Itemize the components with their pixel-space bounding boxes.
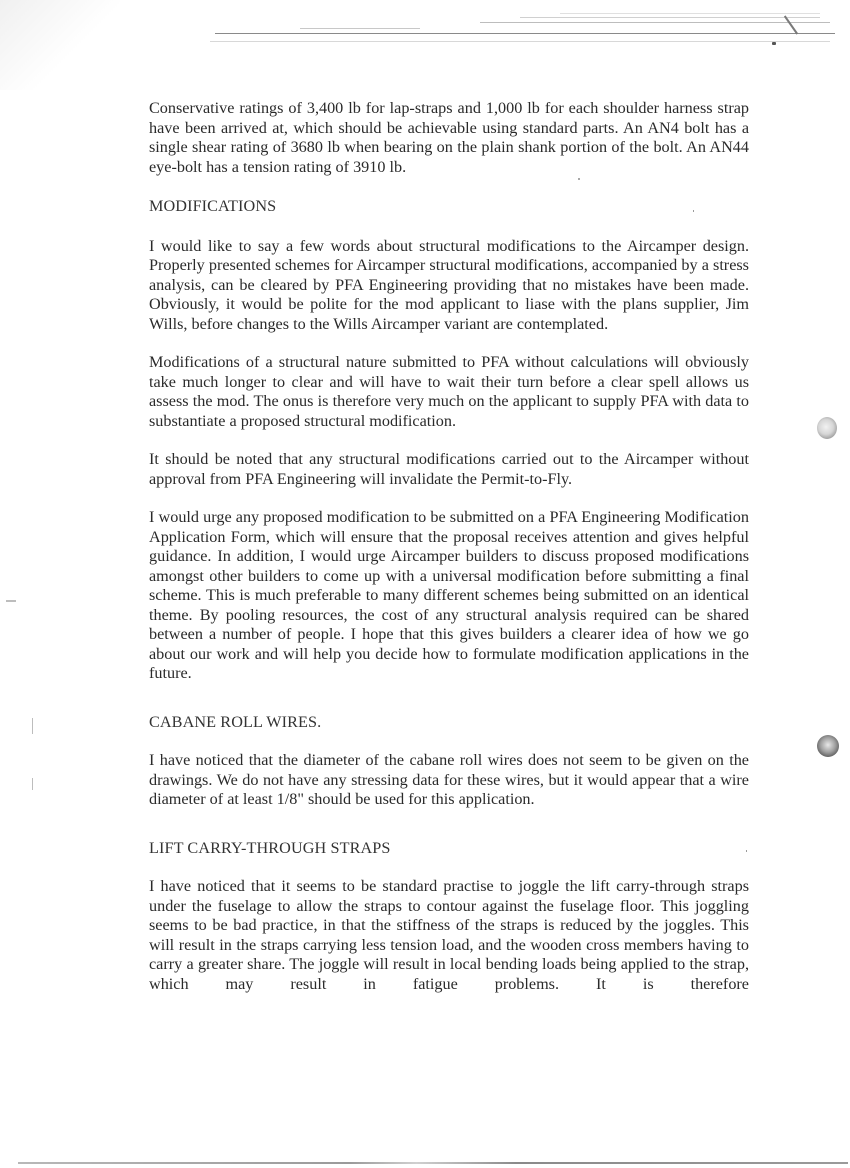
punch-hole-lower [817,735,839,757]
paragraph-modifications-calculations: Modifications of a structural nature submitted to PFA without calculations will obviously take much longer to clear and will have to wait their turn before a clear spell allows us assess the mod. The onus is therefore very much on the applicant to supply PFA with data to substantiate a proposed structural modification. [149,353,749,430]
paragraph-ratings: Conservative ratings of 3,400 lb for lap-straps and 1,000 lb for each shoulder harness strap have been arrived at, which should be achievable using standard parts. An AN4 bolt has a single shear rating of 3680 lb when bearing on the plain shank portion of the bolt. An AN44 eye-bolt has a tension rating of 3910 lb. [149,99,749,176]
paragraph-lift-carry-through-straps: I have noticed that it seems to be standard practise to joggle the lift carry-through straps under the fuselage to allow the straps to contour against the fuselage floor. This joggling seems to be bad practice, in that the stiffness of the straps is reduced by the joggles. This will result in the straps carrying less tension load, and the wooden cross members having to carry a greater share. The joggle will result in local bending loads being applied to the strap, which may result in fatigue problems. It is therefore [149,877,749,993]
scan-artifact-top [0,0,850,50]
paragraph-modifications-intro: I would like to say a few words about structural modifications to the Aircamper design. Properly presented schemes for Aircamper structural modifications, accompanied by a stress analysis, can be cleared by PFA Engineering providing that no mistakes have been made. Obviously, it would be polite for the mod applicant to liase with the plans supplier, Jim Wills, before changes to the Wills Aircamper variant are contemplated. [149,236,749,333]
scan-artifact-bottom [18,1162,848,1164]
margin-mark [32,718,33,734]
paragraph-cabane-roll-wires: I have noticed that the diameter of the cabane roll wires does not seem to be given on the drawings. We do not have any stressing data for these wires, but it would appear that a wire diameter of at least 1/8" should be used for this application. [149,751,749,808]
heading-cabane-roll-wires: CABANE ROLL WIRES. [149,712,322,731]
heading-modifications: MODIFICATIONS [149,197,277,215]
margin-mark [32,778,33,790]
margin-mark [6,600,16,602]
paragraph-permit-to-fly: It should be noted that any structural modifications carried out to the Aircamper without approval from PFA Engineering will invalidate the Permit-to-Fly. [149,450,749,488]
heading-lift-carry-through-straps: LIFT CARRY-THROUGH STRAPS [149,838,391,857]
document-body [149,99,749,994]
punch-hole-upper [817,417,837,439]
paragraph-application-form: I would urge any proposed modification to be submitted on a PFA Engineering Modification Application Form, which will ensure that the proposal receives attention and gives helpful guidance. In addition, I would urge Aircamper builders to discuss proposed modifications amongst other builders to come up with a universal modification before submitting a final scheme. This is much preferable to many different schemes being submitted on an identical theme. By pooling resources, the cost of any structural analysis required can be shared between a number of people. I hope that this gives builders a clearer idea of how we go about our work and will help you decide how to formulate modification applications in the future. [149,508,749,682]
